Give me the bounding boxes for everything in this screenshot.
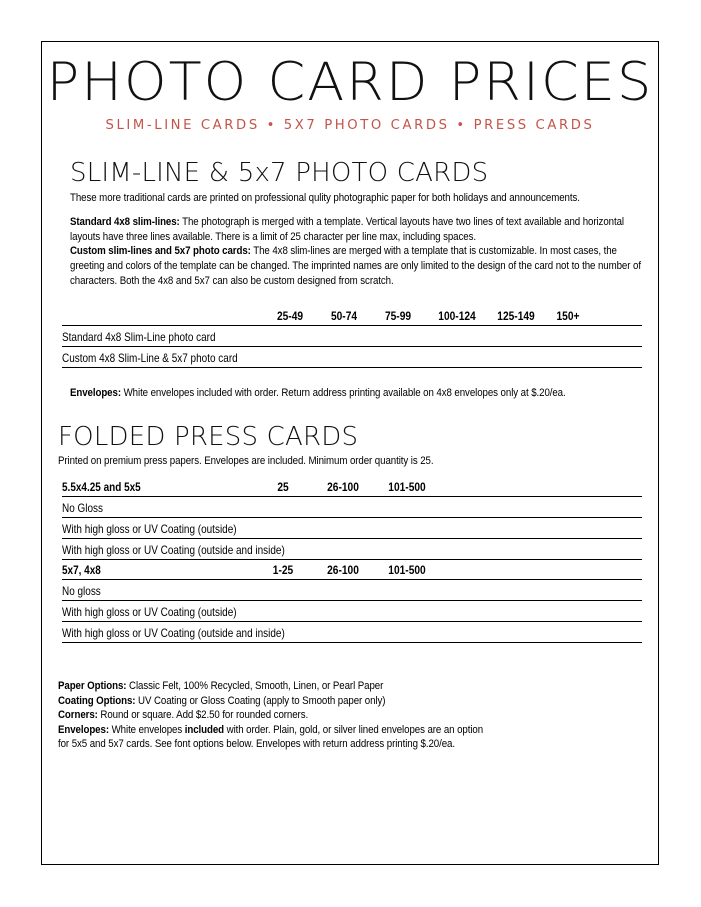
quantity-header-cell: 101-500 xyxy=(374,477,440,497)
table-spacer-cell xyxy=(440,600,642,621)
page-subtitle xyxy=(42,118,658,133)
option-corners xyxy=(58,708,641,723)
table-spacer-cell xyxy=(440,538,642,559)
table-row xyxy=(62,600,642,621)
table-spacer-cell xyxy=(440,579,642,600)
table-row xyxy=(62,347,642,368)
group-label-cell: 5x7, 4x8 xyxy=(62,560,254,580)
table-spacer-cell xyxy=(440,621,642,642)
row-label-cell: Custom 4x8 Slim-Line & 5x7 photo card xyxy=(62,347,262,368)
option-envelopes-included: included xyxy=(184,723,225,736)
table-row xyxy=(62,517,642,538)
subtitle-separator-1: • xyxy=(266,118,277,133)
option-corners-text: Round or square. Add $2.50 for rounded corners. xyxy=(97,709,309,722)
table-row xyxy=(62,579,642,600)
price-cell xyxy=(312,579,374,600)
price-cell xyxy=(262,347,318,368)
paragraph-custom-slimlines-text: The 4x8 slim-lines are merged with a template that is customizable. In most cases, the greeting and colors of the template can be changed. The imprinted names are only limited to the design of the card not to the number of characters. Both the 4x8 and 5x7 can also be custom designed from scratch. xyxy=(70,245,641,287)
section-lead-slimline: These more traditional cards are printed on professional qulity photographic paper for both holidays and announcements. xyxy=(70,191,580,204)
quantity-header-cell: 50-74 xyxy=(318,306,370,326)
quantity-header-cell: 1-25 xyxy=(254,560,312,580)
table-row xyxy=(62,326,642,347)
option-paper-text: Classic Felt, 100% Recycled, Smooth, Linen, or Pearl Paper xyxy=(126,679,384,692)
note-envelopes-slimline-label: Envelopes: xyxy=(70,387,121,400)
quantity-header-cell: 75-99 xyxy=(370,306,426,326)
quantity-header-cell: 26-100 xyxy=(312,560,374,580)
option-paper-label: Paper Options: xyxy=(58,679,127,692)
table-row xyxy=(62,621,642,642)
price-cell xyxy=(254,600,312,621)
row-label-cell: With high gloss or UV Coating (outside and inside) xyxy=(62,621,254,642)
price-cell xyxy=(312,496,374,517)
price-cell xyxy=(254,579,312,600)
price-cell xyxy=(312,517,374,538)
row-label-cell: With high gloss or UV Coating (outside) xyxy=(62,517,254,538)
section-heading-slimline: SLIM-LINE & 5x7 PHOTO CARDS xyxy=(70,158,489,188)
option-envelopes-line1 xyxy=(58,724,483,736)
price-cell xyxy=(312,538,374,559)
price-cell xyxy=(544,347,592,368)
page-title: PHOTO CARD PRICES xyxy=(46,52,654,113)
subtitle-part-5x7: 5X7 PHOTO CARDS xyxy=(283,118,450,133)
option-coating-text: UV Coating or Gloss Coating (apply to Smooth paper only) xyxy=(135,694,386,707)
section-lead-press: Printed on premium press papers. Envelopes are included. Minimum order quantity is 25. xyxy=(58,455,434,468)
option-envelopes xyxy=(58,723,641,738)
price-cell xyxy=(312,600,374,621)
note-envelopes-slimline-text: White envelopes included with order. Return address printing available on 4x8 envelopes only at $.20/ea. xyxy=(120,387,566,400)
price-cell xyxy=(426,347,488,368)
paragraph-standard-slimlines-text: The photograph is merged with a template. Vertical layouts have two lines of text available and horizontal layouts have three lines available. There is a limit of 25 character per line max, including spaces. xyxy=(70,216,624,243)
subtitle-part-slimline: SLIM-LINE CARDS xyxy=(105,118,260,133)
price-cell xyxy=(318,347,370,368)
table-spacer-cell xyxy=(592,306,642,326)
row-label-cell: No gloss xyxy=(62,579,254,600)
table-header-row xyxy=(62,477,642,497)
price-cell xyxy=(318,326,370,347)
quantity-header-cell: 150+ xyxy=(544,306,592,326)
option-envelopes-text-a: White envelopes xyxy=(108,723,185,736)
quantity-header-cell: 100-124 xyxy=(426,306,488,326)
note-envelopes-slimline xyxy=(70,386,653,401)
table-spacer-cell xyxy=(440,496,642,517)
price-cell xyxy=(254,496,312,517)
table-corner-cell xyxy=(62,306,262,326)
quantity-header-cell: 25-49 xyxy=(262,306,318,326)
document-body xyxy=(42,133,658,752)
row-label-cell: With high gloss or UV Coating (outside and inside) xyxy=(62,538,254,559)
quantity-header-cell: 101-500 xyxy=(374,560,440,580)
price-cell xyxy=(488,347,544,368)
row-label-cell: With high gloss or UV Coating (outside) xyxy=(62,600,254,621)
price-cell xyxy=(374,579,440,600)
price-cell xyxy=(374,538,440,559)
option-paper xyxy=(58,679,641,694)
row-label-cell: No Gloss xyxy=(62,496,254,517)
table-row xyxy=(62,496,642,517)
option-envelopes-line2: for 5x5 and 5x7 cards. See font options below. Envelopes with return address printing $.20/ea. xyxy=(58,738,455,751)
price-cell xyxy=(262,326,318,347)
pricing-table-press-small xyxy=(62,477,642,560)
subtitle-part-press: PRESS CARDS xyxy=(473,118,595,133)
paragraph-standard-slimlines xyxy=(70,215,653,244)
table-row xyxy=(62,538,642,559)
price-cell xyxy=(374,600,440,621)
paragraph-standard-slimlines-label: Standard 4x8 slim-lines: xyxy=(70,216,180,229)
option-coating-label: Coating Options: xyxy=(58,694,136,707)
paragraph-custom-slimlines-label: Custom slim-lines and 5x7 photo cards: xyxy=(70,245,251,258)
price-cell xyxy=(374,621,440,642)
group-label-cell: 5.5x4.25 and 5x5 xyxy=(62,477,254,497)
price-cell xyxy=(312,621,374,642)
quantity-header-cell: 125-149 xyxy=(488,306,544,326)
option-envelopes-text-b: with order. Plain, gold, or silver lined envelopes are an option xyxy=(224,723,484,736)
table-header-row xyxy=(62,306,642,326)
table-spacer-cell xyxy=(592,347,642,368)
price-cell xyxy=(374,517,440,538)
table-spacer-cell xyxy=(592,326,642,347)
section-heading-press: FOLDED PRESS CARDS xyxy=(58,421,359,452)
row-label-cell: Standard 4x8 Slim-Line photo card xyxy=(62,326,262,347)
quantity-header-cell: 26-100 xyxy=(312,477,374,497)
price-cell xyxy=(374,496,440,517)
option-corners-label: Corners: xyxy=(58,709,98,722)
masthead xyxy=(42,42,658,133)
paragraph-custom-slimlines xyxy=(70,244,653,288)
price-cell xyxy=(488,326,544,347)
quantity-header-cell: 25 xyxy=(254,477,312,497)
table-header-row xyxy=(62,560,642,580)
table-spacer-cell xyxy=(440,477,642,497)
price-cell xyxy=(544,326,592,347)
option-envelopes-label: Envelopes: xyxy=(58,723,109,736)
price-cell xyxy=(426,326,488,347)
price-cell xyxy=(370,347,426,368)
option-coating xyxy=(58,694,641,709)
table-spacer-cell xyxy=(440,517,642,538)
price-cell xyxy=(370,326,426,347)
pricing-table-slimline xyxy=(62,306,642,368)
table-spacer-cell xyxy=(440,560,642,580)
pricing-table-press-large xyxy=(62,560,642,643)
price-sheet-page xyxy=(41,41,659,865)
subtitle-separator-2: • xyxy=(456,118,467,133)
price-cell xyxy=(254,517,312,538)
